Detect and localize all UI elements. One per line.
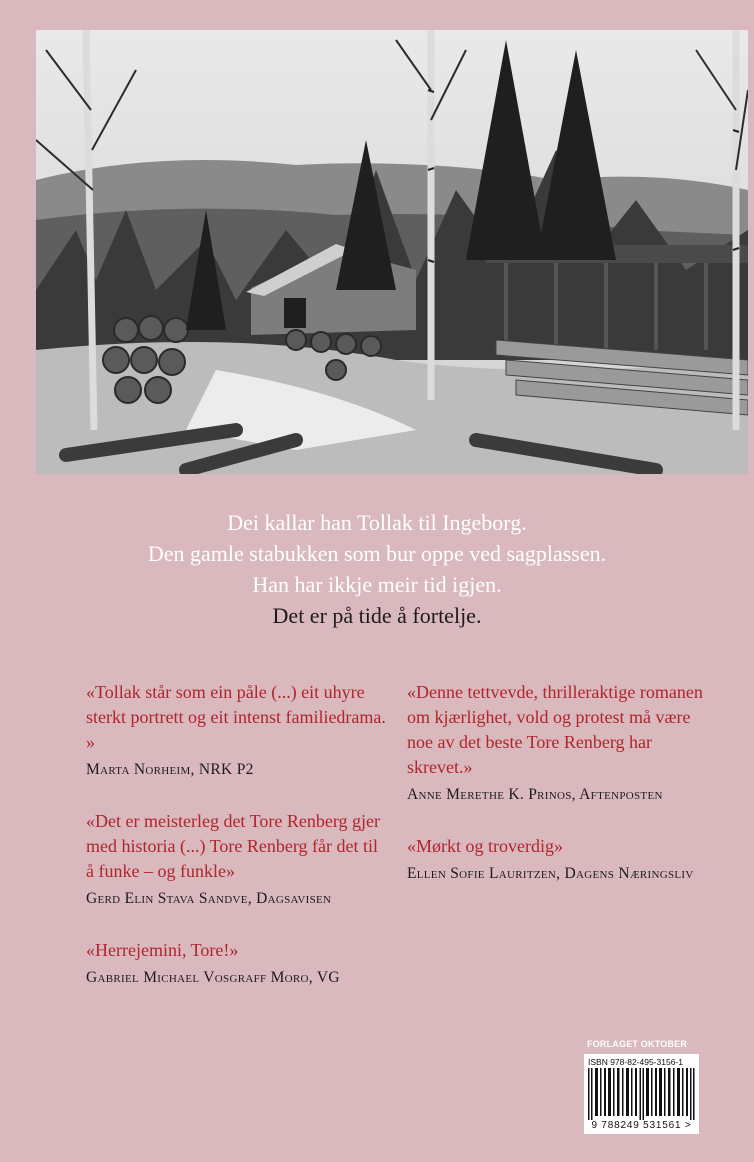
- quote-text: «Herrejemini, Tore!»: [86, 940, 239, 960]
- review-quote: [86, 680, 386, 780]
- quote-text: «Det er meisterleg det Tore Renberg gjer med historia (...) Tore Renberg får det til å funke – og funkle»: [86, 811, 380, 881]
- isbn-label: ISBN 978-82-495-3156-1: [588, 1057, 683, 1067]
- barcode-digits: 9 788249 531561 >: [591, 1120, 692, 1131]
- quote-source: Marta Norheim, NRK P2: [86, 761, 254, 778]
- publisher-name: FORLAGET OKTOBER: [587, 1039, 688, 1049]
- quote-source: Ellen Sofie Lauritzen, Dagens Næringsliv: [407, 865, 694, 882]
- review-column-left: [86, 680, 386, 1017]
- review-quote: [407, 680, 712, 805]
- quote-source: Anne Merethe K. Prinos, Aftenposten: [407, 786, 663, 803]
- sawmill-photo-icon: [36, 30, 748, 474]
- back-cover-blurb: [0, 507, 754, 631]
- blurb-line-1: Dei kallar han Tollak til Ingeborg.: [227, 510, 527, 535]
- cover-photo: [36, 30, 748, 474]
- review-quote: [86, 809, 386, 909]
- isbn-barcode: [584, 1054, 699, 1134]
- quote-text: «Tollak står som ein påle (...) eit uhyre sterkt portrett og eit intenst familiedrama. »: [86, 682, 386, 752]
- quote-source: Gerd Elin Stava Sandve, Dagsavisen: [86, 890, 332, 907]
- quote-source: Gabriel Michael Vosgraff Moro, VG: [86, 969, 340, 986]
- barcode-icon: [588, 1068, 695, 1120]
- quote-text: «Denne tettvevde, thrilleraktige romanen om kjærlighet, vold og protest må være noe av det beste Tore Renberg har skrevet.»: [407, 682, 703, 777]
- blurb-line-4: Det er på tide å fortelje.: [272, 603, 482, 628]
- review-quote: [86, 938, 386, 988]
- review-quote: [407, 834, 712, 884]
- blurb-line-3: Han har ikkje meir tid igjen.: [252, 572, 502, 597]
- blurb-line-2: Den gamle stabukken som bur oppe ved sagplassen.: [147, 541, 607, 566]
- quote-text: «Mørkt og troverdig»: [407, 836, 563, 856]
- review-column-right: [407, 680, 712, 913]
